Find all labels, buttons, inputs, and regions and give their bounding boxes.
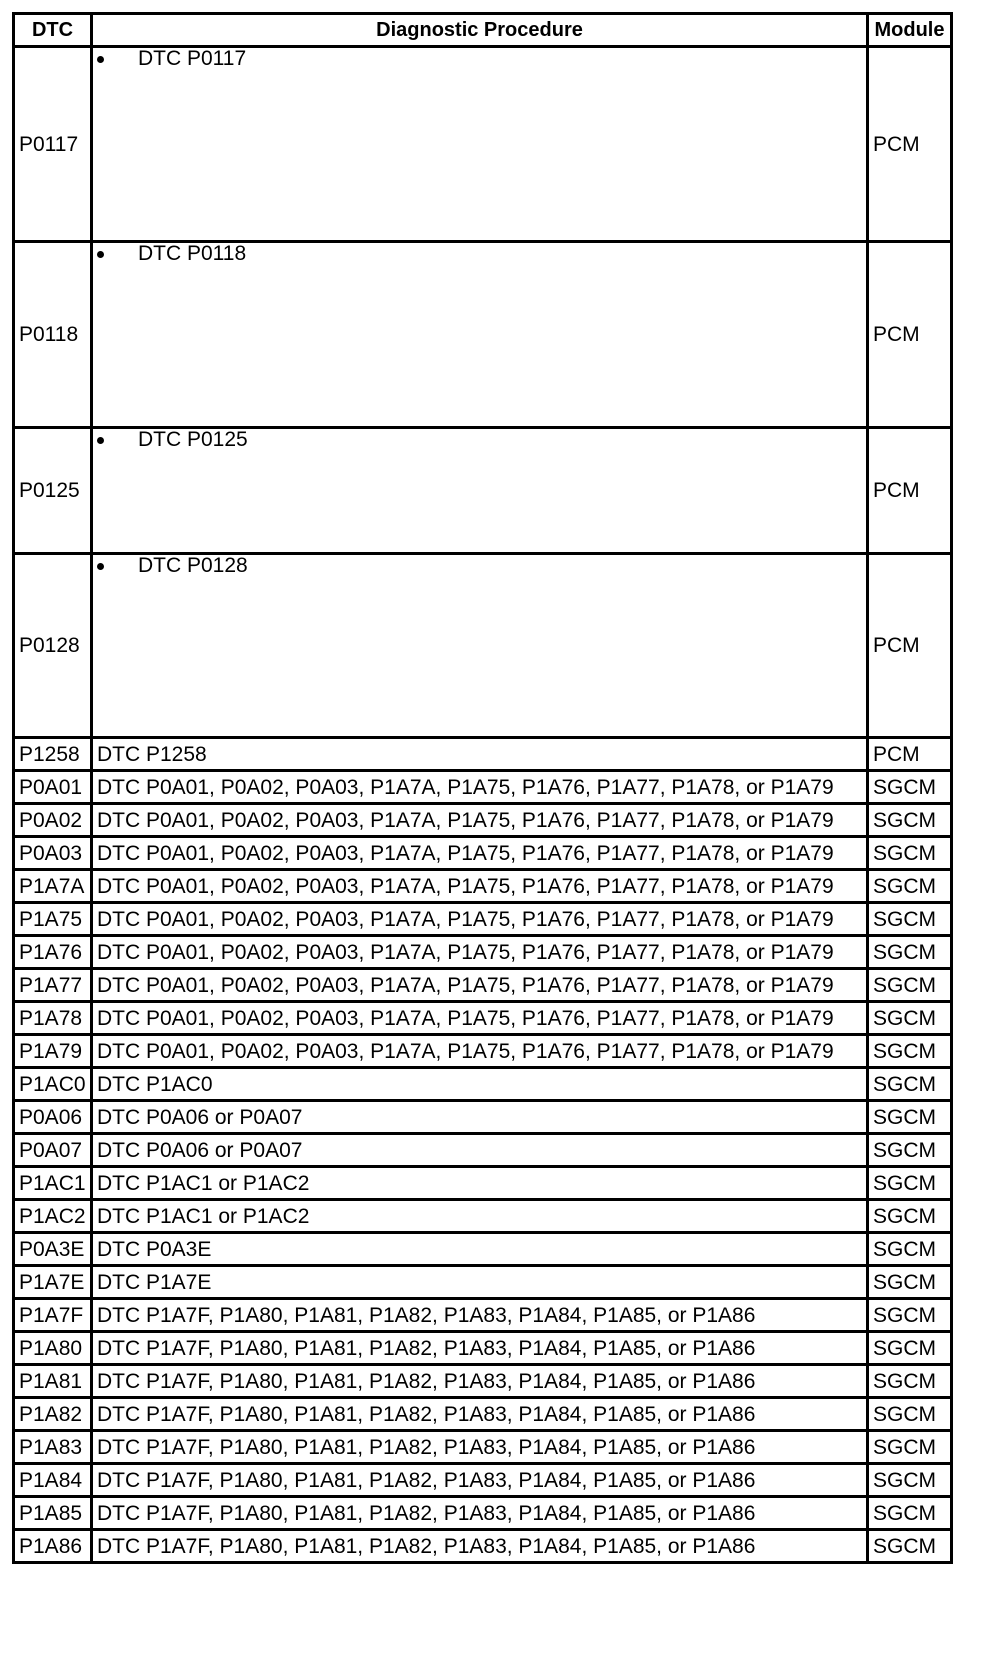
procedure-link[interactable]: DTC P0A01, P0A02, P0A03, P1A7A, P1A75, P1A76, P1A77, P1A78, or P1A79 — [97, 874, 834, 898]
module-name: PCM — [868, 738, 952, 771]
table-row — [14, 837, 952, 870]
dtc-code: P1A82 — [14, 1398, 92, 1431]
procedure-link[interactable]: DTC P1A7F, P1A80, P1A81, P1A82, P1A83, P1A84, P1A85, or P1A86 — [97, 1402, 756, 1426]
dtc-code: P1A85 — [14, 1497, 92, 1530]
dtc-code: P0117 — [14, 47, 92, 242]
dtc-code: P1AC1 — [14, 1167, 92, 1200]
table-row — [14, 1167, 952, 1200]
dtc-code: P1258 — [14, 738, 92, 771]
module-name: SGCM — [868, 903, 952, 936]
table-row — [14, 554, 952, 738]
bullet-icon — [97, 437, 104, 444]
procedure-link[interactable]: DTC P0A06 or P0A07 — [97, 1105, 303, 1129]
procedure-bullet-item — [97, 48, 246, 69]
diagnostic-procedure-cell — [92, 1464, 868, 1497]
dtc-code: P1A77 — [14, 969, 92, 1002]
dtc-code: P1A78 — [14, 1002, 92, 1035]
procedure-link[interactable]: DTC P1AC1 or P1AC2 — [97, 1204, 310, 1228]
module-name: SGCM — [868, 1101, 952, 1134]
module-name: SGCM — [868, 837, 952, 870]
dtc-code: P1A80 — [14, 1332, 92, 1365]
header-module: Module — [868, 14, 952, 47]
diagnostic-procedure-cell — [92, 1134, 868, 1167]
procedure-link[interactable]: DTC P1A7F, P1A80, P1A81, P1A82, P1A83, P1A84, P1A85, or P1A86 — [97, 1369, 756, 1393]
table-row — [14, 804, 952, 837]
diagnostic-procedure-cell — [92, 1299, 868, 1332]
procedure-link[interactable]: DTC P0117 — [138, 47, 247, 70]
procedure-link[interactable]: DTC P0A01, P0A02, P0A03, P1A7A, P1A75, P1A76, P1A77, P1A78, or P1A79 — [97, 973, 834, 997]
module-name: SGCM — [868, 1332, 952, 1365]
diagnostic-procedure-cell — [92, 1101, 868, 1134]
bullet-icon — [97, 56, 104, 63]
table-row — [14, 1464, 952, 1497]
diagnostic-procedure-cell — [92, 1035, 868, 1068]
dtc-code: P1AC2 — [14, 1200, 92, 1233]
dtc-code: P1A75 — [14, 903, 92, 936]
diagnostic-procedure-cell — [92, 936, 868, 969]
table-row — [14, 1101, 952, 1134]
procedure-link[interactable]: DTC P0A3E — [97, 1237, 212, 1261]
module-name: SGCM — [868, 804, 952, 837]
dtc-code: P0A07 — [14, 1134, 92, 1167]
diagnostic-procedure-cell — [92, 738, 868, 771]
dtc-code: P0A3E — [14, 1233, 92, 1266]
diagnostic-procedure-cell — [92, 870, 868, 903]
procedure-link[interactable]: DTC P0A01, P0A02, P0A03, P1A7A, P1A75, P1A76, P1A77, P1A78, or P1A79 — [97, 808, 834, 832]
diagnostic-procedure-cell — [92, 1398, 868, 1431]
diagnostic-procedure-cell — [92, 1266, 868, 1299]
diagnostic-procedure-cell — [92, 1431, 868, 1464]
procedure-link[interactable]: DTC P1A7F, P1A80, P1A81, P1A82, P1A83, P1A84, P1A85, or P1A86 — [97, 1303, 756, 1327]
module-name: SGCM — [868, 1200, 952, 1233]
header-dtc: DTC — [14, 14, 92, 47]
procedure-link[interactable]: DTC P0A01, P0A02, P0A03, P1A7A, P1A75, P1A76, P1A77, P1A78, or P1A79 — [97, 1006, 834, 1030]
diagnostic-procedure-cell — [92, 1233, 868, 1266]
table-row — [14, 738, 952, 771]
procedure-link[interactable]: DTC P1AC1 or P1AC2 — [97, 1171, 310, 1195]
module-name: PCM — [868, 47, 952, 242]
procedure-bullet-item — [97, 429, 248, 450]
diagnostic-procedure-cell — [92, 903, 868, 936]
procedure-link[interactable]: DTC P0A01, P0A02, P0A03, P1A7A, P1A75, P1A76, P1A77, P1A78, or P1A79 — [97, 775, 834, 799]
module-name: SGCM — [868, 1002, 952, 1035]
table-row — [14, 1266, 952, 1299]
table-row — [14, 1332, 952, 1365]
procedure-link[interactable]: DTC P0A06 or P0A07 — [97, 1138, 303, 1162]
table-row — [14, 969, 952, 1002]
diagnostic-procedure-cell — [92, 1332, 868, 1365]
procedure-link[interactable]: DTC P0A01, P0A02, P0A03, P1A7A, P1A75, P1A76, P1A77, P1A78, or P1A79 — [97, 907, 834, 931]
diagnostic-procedure-cell — [92, 837, 868, 870]
dtc-code: P0A01 — [14, 771, 92, 804]
table-row — [14, 1134, 952, 1167]
procedure-link[interactable]: DTC P1A7E — [97, 1270, 212, 1294]
procedure-link[interactable]: DTC P0128 — [138, 554, 248, 577]
diagnostic-procedure-cell — [92, 554, 868, 738]
procedure-link[interactable]: DTC P1A7F, P1A80, P1A81, P1A82, P1A83, P1A84, P1A85, or P1A86 — [97, 1468, 756, 1492]
module-name: SGCM — [868, 936, 952, 969]
module-name: SGCM — [868, 1167, 952, 1200]
dtc-table — [12, 12, 953, 1564]
dtc-code: P0A06 — [14, 1101, 92, 1134]
module-name: PCM — [868, 554, 952, 738]
dtc-code: P0118 — [14, 242, 92, 428]
module-name: SGCM — [868, 1068, 952, 1101]
table-row — [14, 1200, 952, 1233]
module-name: SGCM — [868, 1233, 952, 1266]
diagnostic-procedure-cell — [92, 1200, 868, 1233]
procedure-link[interactable]: DTC P1A7F, P1A80, P1A81, P1A82, P1A83, P1A84, P1A85, or P1A86 — [97, 1435, 756, 1459]
table-row — [14, 1299, 952, 1332]
procedure-link[interactable]: DTC P1AC0 — [97, 1072, 213, 1096]
module-name: SGCM — [868, 969, 952, 1002]
table-body — [14, 47, 952, 1563]
procedure-link[interactable]: DTC P1258 — [97, 742, 207, 766]
diagnostic-procedure-cell — [92, 969, 868, 1002]
table-row — [14, 47, 952, 242]
procedure-link[interactable]: DTC P0A01, P0A02, P0A03, P1A7A, P1A75, P1A76, P1A77, P1A78, or P1A79 — [97, 841, 834, 865]
procedure-bullet-item — [97, 243, 246, 264]
module-name: SGCM — [868, 771, 952, 804]
table-row — [14, 1365, 952, 1398]
diagnostic-procedure-cell — [92, 1530, 868, 1563]
module-name: PCM — [868, 428, 952, 554]
dtc-code: P0125 — [14, 428, 92, 554]
bullet-icon — [97, 251, 104, 258]
module-name: SGCM — [868, 1299, 952, 1332]
module-name: SGCM — [868, 1431, 952, 1464]
module-name: PCM — [868, 242, 952, 428]
procedure-link[interactable]: DTC P0A01, P0A02, P0A03, P1A7A, P1A75, P1A76, P1A77, P1A78, or P1A79 — [97, 1039, 834, 1063]
procedure-link[interactable]: DTC P1A7F, P1A80, P1A81, P1A82, P1A83, P1A84, P1A85, or P1A86 — [97, 1501, 756, 1525]
module-name: SGCM — [868, 1035, 952, 1068]
dtc-code: P1A84 — [14, 1464, 92, 1497]
table-row — [14, 1035, 952, 1068]
module-name: SGCM — [868, 1266, 952, 1299]
dtc-code: P0A03 — [14, 837, 92, 870]
dtc-code: P1AC0 — [14, 1068, 92, 1101]
module-name: SGCM — [868, 1530, 952, 1563]
dtc-code: P1A7A — [14, 870, 92, 903]
diagnostic-procedure-cell — [92, 1002, 868, 1035]
diagnostic-procedure-cell — [92, 1167, 868, 1200]
table-row — [14, 903, 952, 936]
module-name: SGCM — [868, 1134, 952, 1167]
module-name: SGCM — [868, 1464, 952, 1497]
diagnostic-procedure-cell — [92, 1365, 868, 1398]
table-row — [14, 870, 952, 903]
diagnostic-procedure-cell — [92, 1497, 868, 1530]
procedure-link[interactable]: DTC P0125 — [138, 428, 248, 451]
table-row — [14, 428, 952, 554]
table-row — [14, 1233, 952, 1266]
table-row — [14, 936, 952, 969]
dtc-code: P1A7E — [14, 1266, 92, 1299]
table-row — [14, 1530, 952, 1563]
module-name: SGCM — [868, 1365, 952, 1398]
table-row — [14, 1068, 952, 1101]
procedure-link[interactable]: DTC P0A01, P0A02, P0A03, P1A7A, P1A75, P1A76, P1A77, P1A78, or P1A79 — [97, 940, 834, 964]
procedure-link[interactable]: DTC P1A7F, P1A80, P1A81, P1A82, P1A83, P1A84, P1A85, or P1A86 — [97, 1336, 756, 1360]
diagnostic-procedure-cell — [92, 428, 868, 554]
dtc-code: P1A7F — [14, 1299, 92, 1332]
dtc-code: P1A81 — [14, 1365, 92, 1398]
procedure-link[interactable]: DTC P1A7F, P1A80, P1A81, P1A82, P1A83, P1A84, P1A85, or P1A86 — [97, 1534, 756, 1558]
procedure-link[interactable]: DTC P0118 — [138, 242, 247, 265]
dtc-code: P1A86 — [14, 1530, 92, 1563]
module-name: SGCM — [868, 870, 952, 903]
table-header-row — [14, 14, 952, 47]
table-row — [14, 1431, 952, 1464]
diagnostic-procedure-cell — [92, 242, 868, 428]
module-name: SGCM — [868, 1398, 952, 1431]
dtc-code: P0A02 — [14, 804, 92, 837]
diagnostic-procedure-cell — [92, 1068, 868, 1101]
diagnostic-procedure-cell — [92, 804, 868, 837]
table-row — [14, 771, 952, 804]
dtc-code: P0128 — [14, 554, 92, 738]
header-diagnostic-procedure: Diagnostic Procedure — [92, 14, 868, 47]
table-row — [14, 1398, 952, 1431]
dtc-code: P1A79 — [14, 1035, 92, 1068]
dtc-code: P1A83 — [14, 1431, 92, 1464]
diagnostic-procedure-cell — [92, 771, 868, 804]
table-row — [14, 242, 952, 428]
dtc-code: P1A76 — [14, 936, 92, 969]
table-row — [14, 1497, 952, 1530]
diagnostic-procedure-cell — [92, 47, 868, 242]
procedure-bullet-item — [97, 555, 248, 576]
module-name: SGCM — [868, 1497, 952, 1530]
table-row — [14, 1002, 952, 1035]
bullet-icon — [97, 563, 104, 570]
